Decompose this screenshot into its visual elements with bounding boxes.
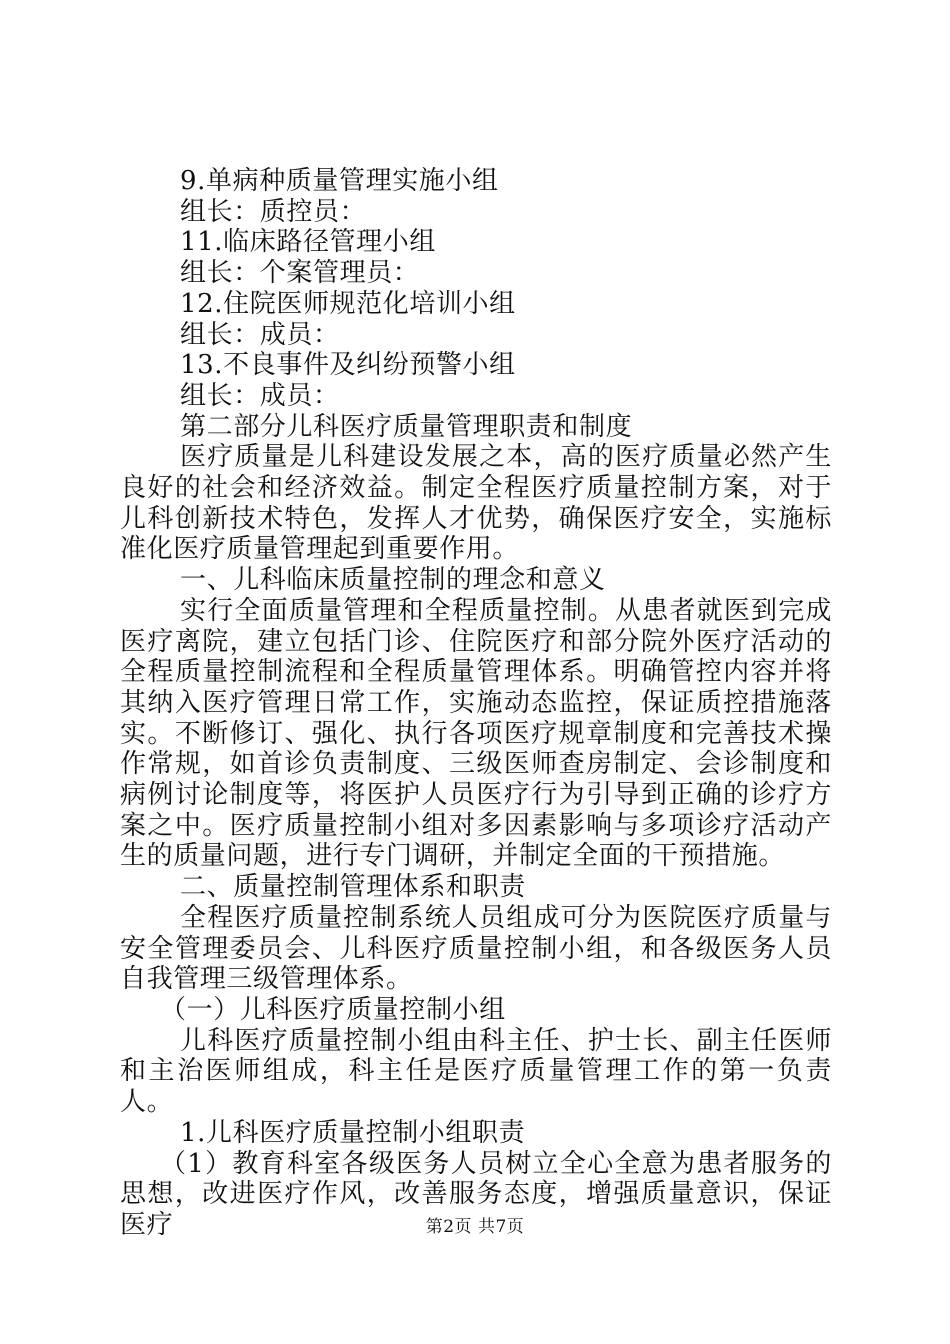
group-12-members: 组长：成员： <box>180 319 340 350</box>
paragraph-group-composition: 儿科医疗质量控制小组由科主任、护士长、副主任医师和主治医师组成，科主任是医疗质量管理工作的第一负责人。 <box>120 1025 832 1118</box>
section-heading-2: 二、质量控制管理体系和职责 <box>180 872 526 903</box>
group-11-members: 组长：个案管理员： <box>180 258 420 289</box>
heading-group-12: 12.住院医师规范化培训小组 <box>180 288 516 319</box>
heading-group-9: 9.单病种质量管理实施小组 <box>180 166 499 196</box>
page-footer: 第2页 共7页 <box>425 1217 525 1237</box>
heading-group-11: 11.临床路径管理小组 <box>180 227 436 258</box>
paragraph-system: 全程医疗质量控制系统人员组成可分为医院医疗质量与安全管理委员会、儿科医疗质量控制小组，和各级医务人员自我管理三级管理体系。 <box>120 902 832 995</box>
document-body <box>120 166 832 1241</box>
group-13-members: 组长：成员： <box>180 380 340 411</box>
group-9-members: 组长：质控员： <box>180 196 367 227</box>
subsection-heading-1: （一）儿科医疗质量控制小组 <box>160 994 506 1025</box>
part-two-heading: 第二部分儿科医疗质量管理职责和制度 <box>180 411 633 442</box>
heading-group-13: 13.不良事件及纠纷预警小组 <box>180 350 516 381</box>
section-heading-1: 一、儿科临床质量控制的理念和意义 <box>180 565 606 596</box>
paragraph-duty-1: （1）教育科室各级医务人员树立全心全意为患者服务的思想，改进医疗作风，改善服务态度，增强质量意识，保证医疗 <box>120 1148 832 1240</box>
item-heading-1: 1.儿科医疗质量控制小组职责 <box>180 1117 526 1148</box>
paragraph-intro: 医疗质量是儿科建设发展之本，高的医疗质量必然产生良好的社会和经济效益。制定全程医疗质量控制方案，对于儿科创新技术特色，发挥人才优势，确保医疗安全，实施标准化医疗质量管理起到重要作用。 <box>120 442 832 565</box>
paragraph-quality-control: 实行全面质量管理和全程质量控制。从患者就医到完成医疗离院，建立包括门诊、住院医疗和部分院外医疗活动的全程质量控制流程和全程质量管理体系。明确管控内容并将其纳入医疗管理日常工作，实施动态监控，保证质控措施落实。不断修订、强化、执行各项医疗规章制度和完善技术操作常规，如首诊负责制度、三级医师查房制定、会诊制度和病例讨论制度等，将医护人员医疗行为引导到正确的诊疗方案之中。医疗质量控制小组对多因素影响与多项诊疗活动产生的质量问题，进行专门调研，并制定全面的干预措施。 <box>120 595 832 872</box>
